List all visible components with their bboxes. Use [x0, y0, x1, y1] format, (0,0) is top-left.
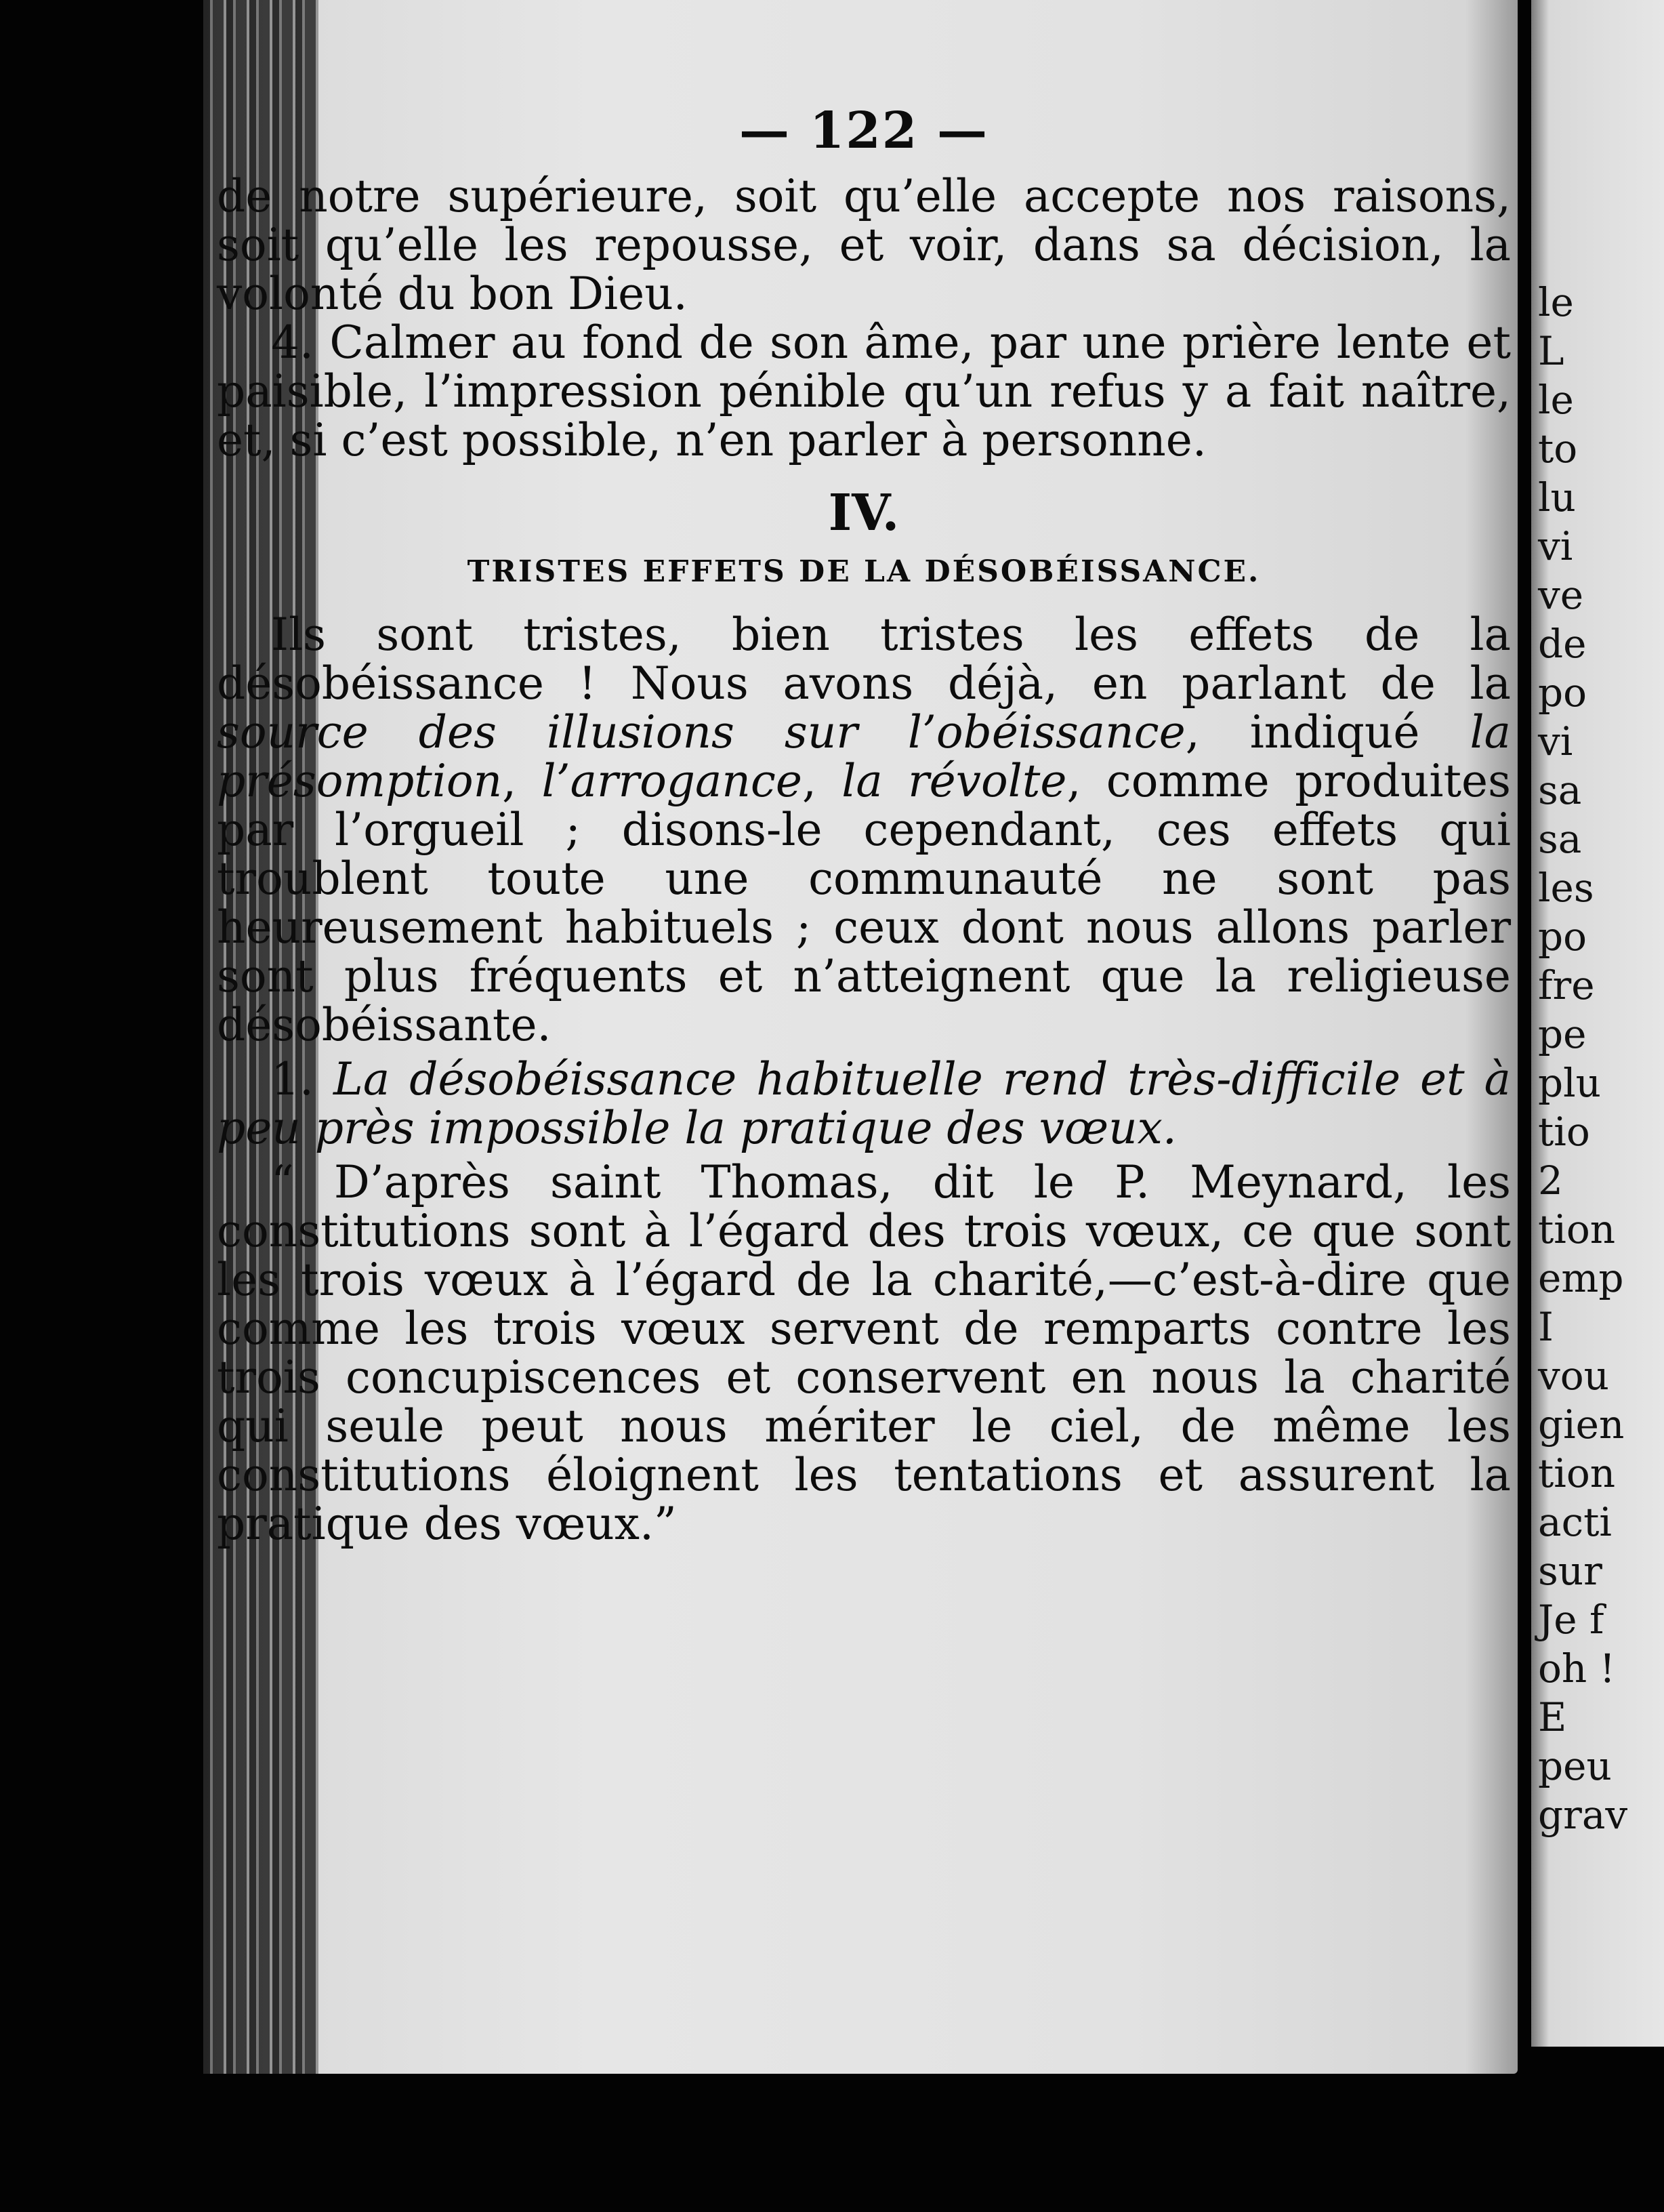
facing-page-line: tion [1538, 1450, 1616, 1496]
intro-italic-revolte: la révolte [841, 755, 1067, 807]
intro-separator-2: , [802, 755, 842, 807]
facing-page-line: ve [1538, 572, 1584, 618]
facing-page-line: Je f [1538, 1597, 1604, 1643]
facing-page-line: L [1538, 328, 1564, 374]
facing-page-line: de [1538, 621, 1587, 667]
page-text-column [217, 102, 1511, 1549]
point-1-statement: La désobéissance habituelle rend très-difficile et à peu près impossible la pratique des vœux. [217, 1053, 1512, 1154]
facing-page-line: acti [1538, 1499, 1612, 1545]
facing-page-line: le [1538, 279, 1574, 325]
facing-page-line: sur [1538, 1548, 1602, 1594]
facing-page-line: po [1538, 670, 1587, 716]
facing-page-line: po [1538, 914, 1587, 960]
point-1-number: 1. [271, 1053, 334, 1105]
facing-page-line: tio [1538, 1109, 1590, 1155]
intro-text-3: , comme produites par l’orgueil ; disons-le cependant, ces effets qui troublent toute une communauté ne sont pas heureusement habituels ; ceux dont nous allons parler sont plus fréquents et n’atteignent que la religieuse désobéissante. [217, 755, 1511, 1051]
facing-page-line: pe [1538, 1011, 1587, 1057]
paragraph-intro [217, 611, 1511, 1050]
facing-page-line: plu [1538, 1060, 1602, 1106]
facing-page-line: sa [1538, 816, 1582, 862]
facing-page-line: E [1538, 1694, 1567, 1740]
facing-page-line: les [1538, 865, 1594, 911]
intro-separator-1: , [502, 755, 542, 807]
facing-page-line: vou [1538, 1353, 1610, 1399]
facing-page-line: vi [1538, 523, 1573, 569]
facing-page-line: grav [1538, 1792, 1628, 1838]
facing-page-line: 2 [1538, 1158, 1563, 1204]
facing-page-line: oh ! [1538, 1645, 1616, 1692]
paragraph-quote: “ D’après saint Thomas, dit le P. Meynard, les constitutions sont à l’égard des trois vœux, ce que sont les trois vœux à l’égard de la charité,—c’est-à-dire que comme les trois vœux servent de remparts contre les trois concupiscences et conservent en nous la charité qui seule peut nous mériter le ciel, de même les constitutions éloignent les tentations et assurent la pratique des vœux.” [217, 1156, 1511, 1550]
intro-italic-arrogance: l’arrogance [541, 755, 802, 807]
facing-page-text [1538, 278, 1627, 1839]
paragraph-point-4: 4. Calmer au fond de son âme, par une prière lente et paisible, l’impression pénible qu’un refus y a fait naître, et, si c’est possible, n’en parler à personne. [217, 316, 1511, 466]
facing-page-edge [1531, 0, 1664, 2047]
facing-page-line: emp [1538, 1255, 1624, 1301]
section-title: TRISTES EFFETS DE LA DÉSOBÉISSANCE. [467, 554, 1261, 589]
section-number: IV. [828, 484, 900, 542]
facing-page-line: vi [1538, 718, 1573, 764]
facing-page-line: peu [1538, 1743, 1612, 1789]
facing-page-line: sa [1538, 767, 1582, 813]
paragraph-point-1 [217, 1055, 1511, 1153]
facing-page-line: gien [1538, 1401, 1625, 1448]
facing-page-line: tion [1538, 1206, 1616, 1252]
facing-page-line: le [1538, 377, 1574, 423]
page-number: — 122 — [739, 102, 989, 160]
facing-page-line: to [1538, 426, 1578, 472]
intro-italic-source: source des illusions sur l’obéissance [217, 706, 1186, 758]
intro-text-1: Ils sont tristes, bien tristes les effets de la désobéissance ! Nous avons déjà, en parlant de la [217, 609, 1511, 710]
intro-italic-presomption: la présomption [217, 706, 1511, 807]
paragraph-continued: de notre supérieure, soit qu’elle accepte nos raisons, soit qu’elle les repousse, et voir, dans sa décision, la volonté du bon Dieu. [217, 170, 1511, 320]
facing-page-line: I [1538, 1304, 1554, 1350]
facing-page-line: lu [1538, 474, 1576, 520]
intro-text-2: , indiqué [1185, 706, 1470, 758]
facing-page-line: fre [1538, 962, 1595, 1008]
